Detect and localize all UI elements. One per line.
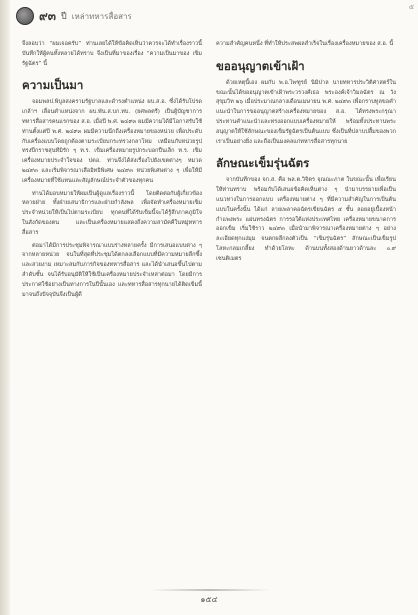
page-number: ๑๕๔ (200, 595, 218, 604)
page-binding-edge (0, 0, 10, 615)
section-heading-history: ความเป็นมา (22, 78, 84, 93)
history-paragraph-1: จอมพลป.พิบูลสงครามรัฐบาลและดำรงตำแหน่ง ผบ.ส.อ. ซึ่งได้รับโปรดเกล้าฯ เลื่อนตำแหน่งจาก ผบ.พัน.ส.บก.ทบ. (ยศพลตรี) เป็นผู้บัญชาการทหารสื่อสารคนแรกของ ส.อ. เมื่อปี พ.ศ. ๒๔๙๓ ผมมีความได้มีโอกาสรับใช้ท่านตั้งแต่ปี พ.ศ. ๒๔๙๓ ผมมีความนึกถึงเครื่องหมายของหน่วย เพื่อประดับกับเครื่องแบบโดยถูกต้องตามระเบียบกระทรวงกลาโหม เหมือนกับหน่วยรูปทรงปีกราชสุนทีมิรัก ๆ ท.ร. เข็มเครื่องหมายรูปกระบอกปืนเล็ก ท.ร. เข็มเครื่องหมายประจำใจของ ปตอ. ท่านจึงได้ส่งเรื่องไปยังเขตต่างๆ หมวด ๒๔๙๓ และเริ่มพิจารณาเสืออิทธิพิเศษ ๒๔๙๓ หน่วยพิเศษต่าง ๆ เพื่อให้มีเครื่องหมายที่ใช้แทนและสัญลักษณ์ประจำตัวของทุกคน (22, 99, 202, 184)
pin-features-paragraph: จากบันทึกของ จก.ส. คือ พล.ต.วิจิตร จุณณะภาต ในขณะนั้น เพื่อเรียนให้ท่านทราบ พร้อมกับได้เสนอข้อคิดเห็นต่าง ๆ นำมาบรรยายเพื่อเป็นแนวทางในการออกแบบ เครื่องหมายต่าง ๆ ที่มีความสำคัญในการเป็นต้นแบบในครั้งนั้น ได้แก่ ลายเพลาคอฉัตรเขียนฉัตร ๕ ชั้น ลอยอยู่เบื้องหน้ากำแพงพระ แผ่นทรงฉัตร การรอใต้แห่งประเทศไทย เครื่องหมายขนาดการออกเข็ม เริ่มใช้ราว ๒๔๙๓ เมื่อนำมาพิจารณาเครื่องหมายต่าง ๆ อย่างละเอียดทุกแง่มุม จนตกผลึกลงตัวเป็น “เข็มรุ่นฉัตร” ลักษณะเป็นเข็มรูปโลหะกลมเกลี้ยง ทำด้วยโลหะ ด้านบนทั้งสองด้านยาวด้านละ ๐.๙ เซนติเมตร (216, 177, 396, 262)
section-heading-audience: ขออนุญาตเข้าเฝ้า (216, 58, 305, 73)
header-anniversary-number: ๙๓ (39, 8, 56, 23)
left-column (22, 40, 202, 303)
footer-ornament-line (150, 589, 270, 591)
header-anniversary-suffix: ปี (61, 12, 67, 22)
running-header (16, 4, 132, 28)
corner-mark: ๕ (408, 3, 414, 11)
right-column (216, 40, 396, 268)
history-paragraph-3: ต่อมาได้มีการประชุมพิจารณาแบบร่างหลายครั้ง มีการเสนอแบบต่าง ๆ จากหลายหน่วย จนในที่สุดที่ประชุมได้ตกลงเลือกแบบที่มีความหมายลึกซึ้งและสวยงาม เหมาะสมกับภารกิจของทหารสื่อสาร และได้นำเสนอขึ้นไปตามลำดับชั้น จนได้รับอนุมัติให้ใช้เป็นเครื่องหมายประจำเหล่าต่อมา โดยมีการประกาศใช้อย่างเป็นทางการในปีนั้นเอง และทหารสื่อสารทุกนายได้ติดเข็มนี้มาจนถึงปัจจุบันจึงเป็นผู้ดี (22, 242, 202, 298)
right-intro-paragraph: ความสำคัญคนหนึ่ง ที่ทำให้ประสพผลสำเร็จในเรื่องเครื่องหมายของ ส.อ. นี้ (216, 41, 394, 47)
section-heading-pin-features: ลักษณะเข็มรุ่นฉัตร (216, 156, 310, 171)
header-publication-title: เหล่าทหารสื่อสาร (71, 11, 132, 21)
audience-paragraph: ด้วยเหตุนี้เอง ผมกับ พ.อ.ไพฑูรย์ นิมิปาล นายทหารประวิติศาสตร์ในขณะนั้นได้ขออนุญาตเข้าเฝ้าพระวรวงศ์เธอ พระองค์เจ้าวิมลฉัตร ณ วังสุขุมวิท ๒๖ เมื่อประมาณกลางเดือนเมษายน พ.ศ. ๒๔๙๓ เพื่อกราบทูลขอคำแนะนำในการขออนุญาตสร้างเครื่องหมายของ ส.อ. ได้ทรงพระกรุณาประทานคำแนะนำและทรงออกแบบเครื่องหมายให้ พร้อมทั้งประทานพระอนุญาตให้ใช้ลักษณะของเข็มรัฐฉัตรเป็นต้นแบบ ซึ่งเป็นที่ปลาบปลื้มของพวกเราเป็นอย่างยิ่ง และถือเป็นมงคลแก่ทหารสื่อสารทุกนาย (216, 79, 396, 145)
left-intro-paragraph: จึงลอบว่า “ผมเจอครับ” ท่านเลยได้ให้ข้อคิดเห็นว่าควรจะได้ทำเรื่องราวนี้บันทึกให้ผู้คนทั้งหลายได้ทราบ จึงเป็นที่มาของเรื่อง “ความเป็นมาของ เข็มรัฐฉัตร” นี้ (22, 41, 202, 67)
history-paragraph-2: ท่านได้มอบหมายให้ผมเป็นผู้ดูแลเรื่องราวนี้ โดยติดต่อกับผู้เกี่ยวข้องหลายฝ่าย ทั้งฝ่ายเสนาธิการและฝ่ายกำลังพล เพื่อจัดทำเครื่องหมายเข็มประจำหน่วยให้เป็นไปตามระเบียบ ทุกคนที่ได้รับเข็มนี้จะได้รู้สึกภาคภูมิใจในสังกัดของตน และเป็นเครื่องหมายแสดงถึงความสามัคคีในหมู่ทหารสื่อสาร (22, 190, 202, 236)
emblem-seal-icon (16, 7, 34, 25)
